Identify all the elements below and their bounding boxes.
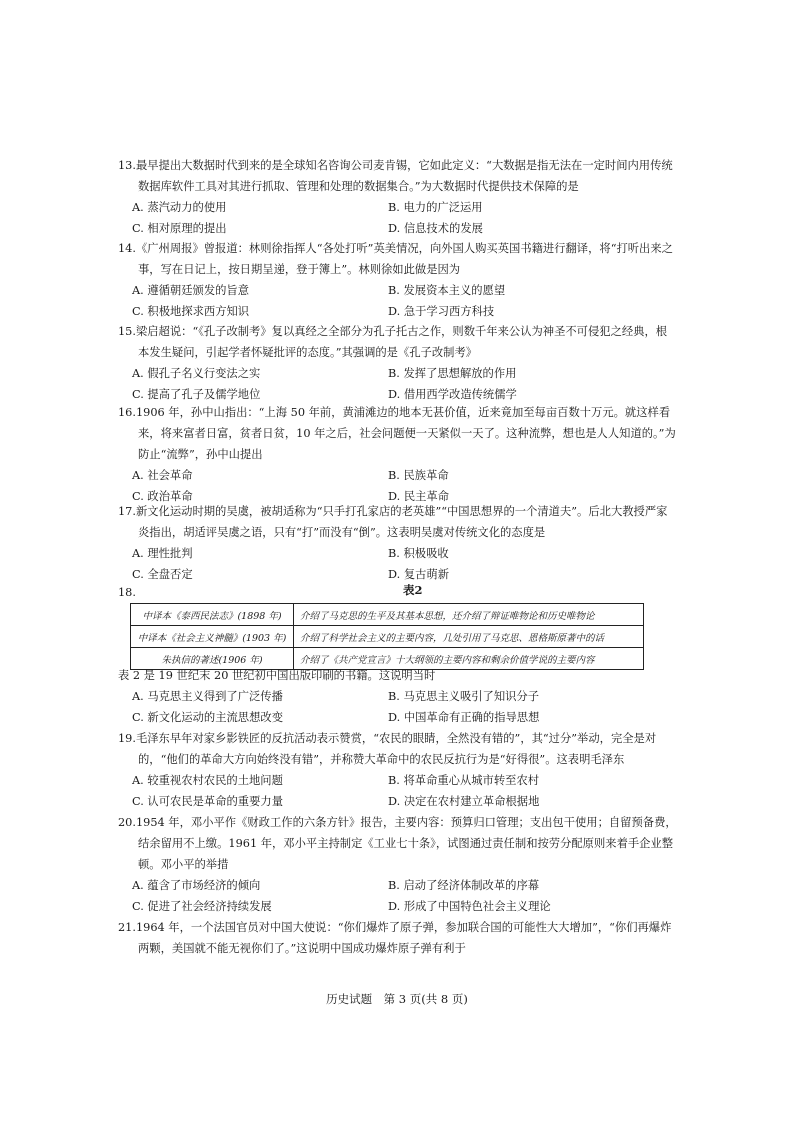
question-20 — [118, 812, 678, 917]
option-b: B. 积极吸收 — [388, 547, 449, 560]
option-d: D. 复古萌新 — [388, 568, 450, 581]
table-row — [131, 626, 644, 648]
question-stem: 15.梁启超说：“《孔子改制考》复以真经之全部分为孔子托古之作，则数千年来公认为神圣不可侵犯之经典，根本发生疑问，引起学者怀疑批评的态度。”其强调的是《孔子改制考》 — [118, 325, 668, 359]
option-d: D. 借用西学改造传统儒学 — [388, 388, 517, 401]
question-stem: 19.毛泽东早年对家乡影铁匠的反抗活动表示赞赏，“农民的眼睛，全然没有错的”，其“过分”举动，完全是对的，“他们的革命大方向始终没有错”，并称赞大革命中的农民反抗行为是“好得很”。这表明毛泽东 — [118, 732, 657, 766]
option-c: C. 提高了孔子及儒学地位 — [132, 388, 261, 401]
option-a: A. 蒸汽动力的使用 — [132, 201, 227, 214]
option-c: C. 政治革命 — [132, 490, 193, 503]
table-cell-book: 中译本《泰西民法志》(1898 年) — [131, 604, 294, 626]
table-row — [131, 604, 644, 626]
question-stem: 21.1964 年，一个法国官员对中国大使说：“你们爆炸了原子弹，参加联合国的可能性大大增加”，“你们再爆炸两颗，美国就不能无视你们了。”这说明中国成功爆炸原子弹有利于 — [118, 921, 672, 955]
option-a: A. 蕴含了市场经济的倾向 — [132, 879, 261, 892]
question-stem: 17.新文化运动时期的吴虞，被胡适称为“只手打孔家店的老英雄”“中国思想界的一个清道夫”。后北大教授严家炎指出，胡适评吴虞之语，只有“打”而没有“倒”。这表明吴虞对传统文化的态度是 — [118, 505, 668, 539]
option-c: C. 全盘否定 — [132, 568, 193, 581]
question-14 — [118, 238, 678, 322]
question-number: 18. — [118, 586, 136, 599]
option-d: D. 民主革命 — [388, 490, 450, 503]
question-stem: 表 2 是 19 世纪末 20 世纪初中国出版印刷的书籍。这说明当时 — [118, 669, 436, 682]
table-cell-content: 介绍了《共产党宣言》十大纲领的主要内容和剩余价值学说的主要内容 — [294, 648, 644, 670]
option-b: B. 启动了经济体制改革的序幕 — [388, 879, 540, 892]
option-b: B. 电力的广泛运用 — [388, 201, 483, 214]
option-b: B. 马克思主义吸引了知识分子 — [388, 690, 540, 703]
option-a: A. 假孔子名义行变法之实 — [132, 367, 261, 380]
question-18 — [118, 665, 678, 728]
question-17 — [118, 501, 678, 585]
option-c: C. 认可农民是革命的重要力量 — [132, 795, 283, 808]
option-d: D. 形成了中国特色社会主义理论 — [388, 900, 551, 913]
table-title: 表2 — [403, 583, 423, 597]
option-b: B. 发挥了思想解放的作用 — [388, 367, 517, 380]
option-a: A. 马克思主义得到了广泛传播 — [132, 690, 283, 703]
table-cell-content: 介绍了科学社会主义的主要内容，几处引用了马克思、恩格斯原著中的话 — [294, 626, 644, 648]
option-d: D. 中国革命有正确的指导思想 — [388, 711, 540, 724]
option-c: C. 新文化运动的主流思想改变 — [132, 711, 283, 724]
option-d: D. 信息技术的发展 — [388, 222, 483, 235]
option-a: A. 较重视农村农民的土地问题 — [132, 774, 283, 787]
table-2 — [130, 603, 644, 670]
question-13 — [118, 155, 678, 239]
table-cell-book: 中译本《社会主义神髓》(1903 年) — [131, 626, 294, 648]
option-b: B. 发展资本主义的愿望 — [388, 284, 506, 297]
question-stem: 14.《广州周报》曾报道：林则徐指挥人“各处打听”英美情况，向外国人购买英国书籍进行翻译，将“打听出来之事，写在日记上，按日期呈递，登于簿上”。林则徐如此做是因为 — [118, 242, 673, 276]
table-cell-content: 介绍了马克思的生平及其基本思想，还介绍了辩证唯物论和历史唯物论 — [294, 604, 644, 626]
question-stem: 13.最早提出大数据时代到来的是全球知名咨询公司麦肯锡，它如此定义：“大数据是指无法在一定时间内用传统数据库软件工具对其进行抓取、管理和处理的数据集合。”为大数据时代提供技术保障的是 — [118, 159, 673, 193]
option-a: A. 理性批判 — [132, 547, 193, 560]
option-c: C. 相对原理的提出 — [132, 222, 227, 235]
option-d: D. 急于学习西方科技 — [388, 305, 495, 318]
question-21 — [118, 917, 678, 959]
question-stem: 20.1954 年，邓小平作《财政工作的六条方针》报告，主要内容：预算归口管理；支出包干使用；自留预备费，结余留用不上缴。1961 年，邓小平主持制定《工业七十条》，试图通过责任制和按劳分配原则来着手企业整顿。邓小平的举措 — [118, 816, 677, 871]
option-c: C. 促进了社会经济持续发展 — [132, 900, 272, 913]
question-15 — [118, 321, 678, 405]
option-a: A. 遵循朝廷颁发的旨意 — [132, 284, 250, 297]
option-d: D. 决定在农村建立革命根据地 — [388, 795, 540, 808]
option-b: B. 将革命重心从城市转至农村 — [388, 774, 540, 787]
page-footer: 历史试题 第 3 页(共 8 页) — [326, 992, 468, 1006]
option-b: B. 民族革命 — [388, 469, 449, 482]
option-a: A. 社会革命 — [132, 469, 193, 482]
question-19 — [118, 728, 678, 812]
option-c: C. 积极地探求西方知识 — [132, 305, 250, 318]
question-16 — [118, 402, 678, 507]
question-18-number — [118, 582, 678, 603]
table-cell-book: 朱执信的著述(1906 年) — [131, 648, 294, 670]
question-stem: 16.1906 年，孙中山指出：“上海 50 年前，黄浦滩边的地本无甚价值，近来竟加至每亩百数十万元。就这样看来，将来富者日富，贫者日贫，10 年之后，社会问题便一天紧似一天了。这种流弊，想也是人人知道的。”为防止“流弊”，孙中山提出 — [118, 406, 676, 461]
